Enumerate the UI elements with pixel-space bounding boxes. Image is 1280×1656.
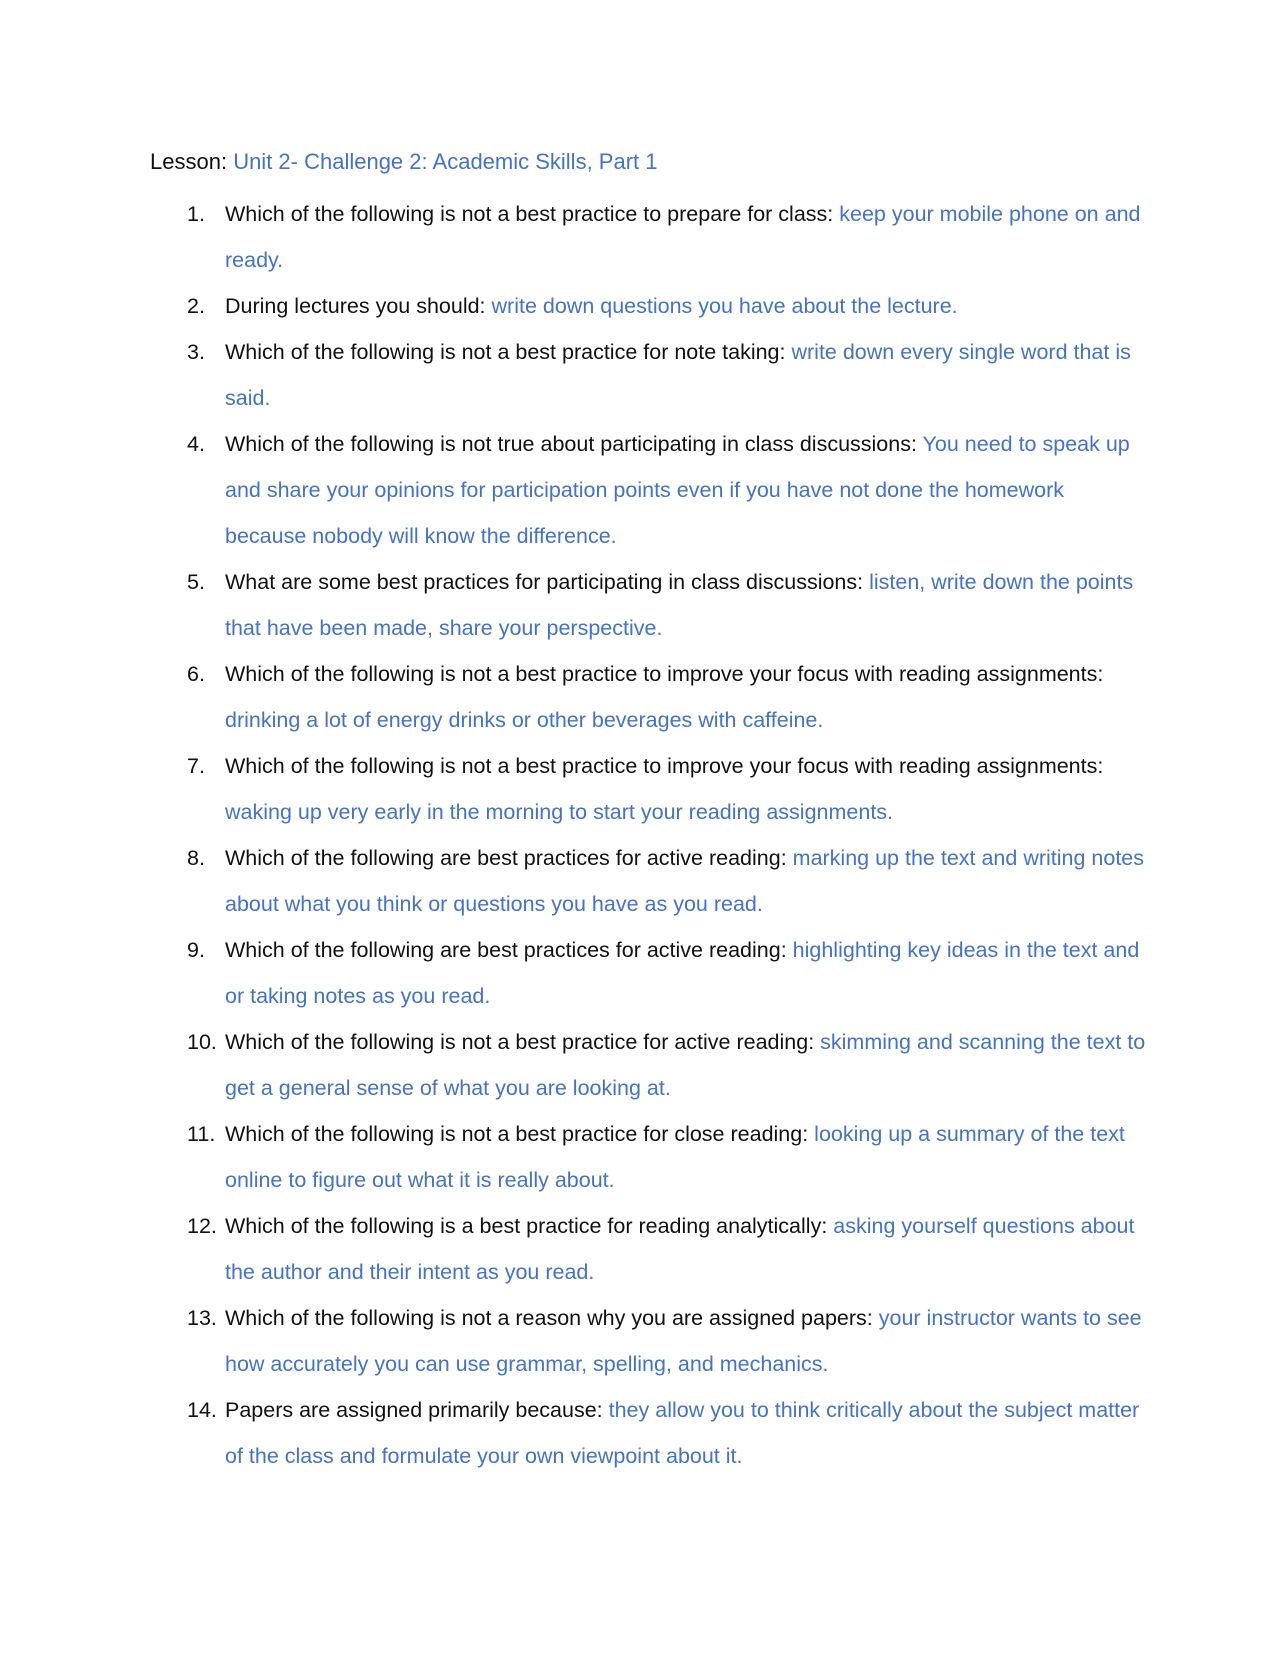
lesson-title: Unit 2- Challenge 2: Academic Skills, Part 1 bbox=[233, 149, 658, 174]
list-item bbox=[150, 1203, 1150, 1295]
list-item bbox=[150, 329, 1150, 421]
list-item bbox=[150, 743, 1150, 835]
list-item bbox=[150, 651, 1150, 743]
answer-text: write down questions you have about the lecture. bbox=[491, 294, 958, 318]
answer-text: looking up a summary of the text online to figure out what it is really about. bbox=[225, 1122, 1125, 1192]
item-number: 12. bbox=[187, 1214, 217, 1238]
list-item bbox=[150, 283, 1150, 329]
answer-text: marking up the text and writing notes about what you think or questions you have as you read. bbox=[225, 846, 1145, 916]
answer-text: they allow you to think critically about the subject matter of the class and formulate your own viewpoint about it. bbox=[225, 1398, 1140, 1468]
lesson-header bbox=[150, 147, 1150, 177]
list-item bbox=[150, 927, 1150, 1019]
question-text: Which of the following are best practices for active reading: bbox=[225, 846, 787, 870]
question-text: Which of the following are best practices for active reading: bbox=[225, 938, 787, 962]
item-number: 8. bbox=[187, 846, 205, 870]
item-number: 3. bbox=[187, 340, 205, 364]
item-number: 5. bbox=[187, 570, 205, 594]
question-text: Which of the following is not a best practice for close reading: bbox=[225, 1122, 809, 1146]
item-number: 10. bbox=[187, 1030, 217, 1054]
list-item bbox=[150, 559, 1150, 651]
list-item bbox=[150, 1019, 1150, 1111]
item-number: 4. bbox=[187, 432, 205, 456]
question-list bbox=[150, 191, 1150, 1479]
item-number: 14. bbox=[187, 1398, 217, 1422]
question-text: Which of the following is not a best practice to prepare for class: bbox=[225, 202, 834, 226]
item-number: 2. bbox=[187, 294, 205, 318]
answer-text: keep your mobile phone on and ready. bbox=[225, 202, 1141, 272]
answer-text: highlighting key ideas in the text and or taking notes as you read. bbox=[225, 938, 1140, 1008]
question-text: Papers are assigned primarily because: bbox=[225, 1398, 603, 1422]
list-item bbox=[150, 1111, 1150, 1203]
list-item bbox=[150, 1387, 1150, 1479]
list-item bbox=[150, 421, 1150, 559]
question-text: Which of the following is not a best practice to improve your focus with reading assignments: bbox=[225, 754, 1104, 778]
answer-text: asking yourself questions about the author and their intent as you read. bbox=[225, 1214, 1135, 1284]
item-number: 9. bbox=[187, 938, 205, 962]
question-text: Which of the following is not true about participating in class discussions: bbox=[225, 432, 917, 456]
question-text: Which of the following is not a best practice to improve your focus with reading assignments: bbox=[225, 662, 1104, 686]
document-page bbox=[150, 147, 1150, 1479]
lesson-label: Lesson: bbox=[150, 149, 228, 174]
question-text: Which of the following is not a best practice for note taking: bbox=[225, 340, 786, 364]
question-text: Which of the following is not a best practice for active reading: bbox=[225, 1030, 815, 1054]
answer-text: You need to speak up and share your opinions for participation points even if you have not done the homework because nobody will know the difference. bbox=[225, 432, 1130, 548]
item-number: 11. bbox=[187, 1122, 216, 1146]
item-number: 7. bbox=[187, 754, 205, 778]
list-item bbox=[150, 191, 1150, 283]
answer-text: your instructor wants to see how accurately you can use grammar, spelling, and mechanics. bbox=[225, 1306, 1142, 1376]
answer-text: listen, write down the points that have been made, share your perspective. bbox=[225, 570, 1134, 640]
item-number: 6. bbox=[187, 662, 205, 686]
item-number: 13. bbox=[187, 1306, 217, 1330]
answer-text: drinking a lot of energy drinks or other beverages with caffeine. bbox=[225, 708, 824, 732]
list-item bbox=[150, 1295, 1150, 1387]
question-text: Which of the following is not a reason why you are assigned papers: bbox=[225, 1306, 873, 1330]
answer-text: waking up very early in the morning to start your reading assignments. bbox=[225, 800, 894, 824]
list-item bbox=[150, 835, 1150, 927]
answer-text: write down every single word that is said. bbox=[225, 340, 1131, 410]
item-number: 1. bbox=[187, 202, 205, 226]
answer-text: skimming and scanning the text to get a general sense of what you are looking at. bbox=[225, 1030, 1146, 1100]
question-text: During lectures you should: bbox=[225, 294, 486, 318]
question-text: Which of the following is a best practice for reading analytically: bbox=[225, 1214, 828, 1238]
question-text: What are some best practices for participating in class discussions: bbox=[225, 570, 864, 594]
